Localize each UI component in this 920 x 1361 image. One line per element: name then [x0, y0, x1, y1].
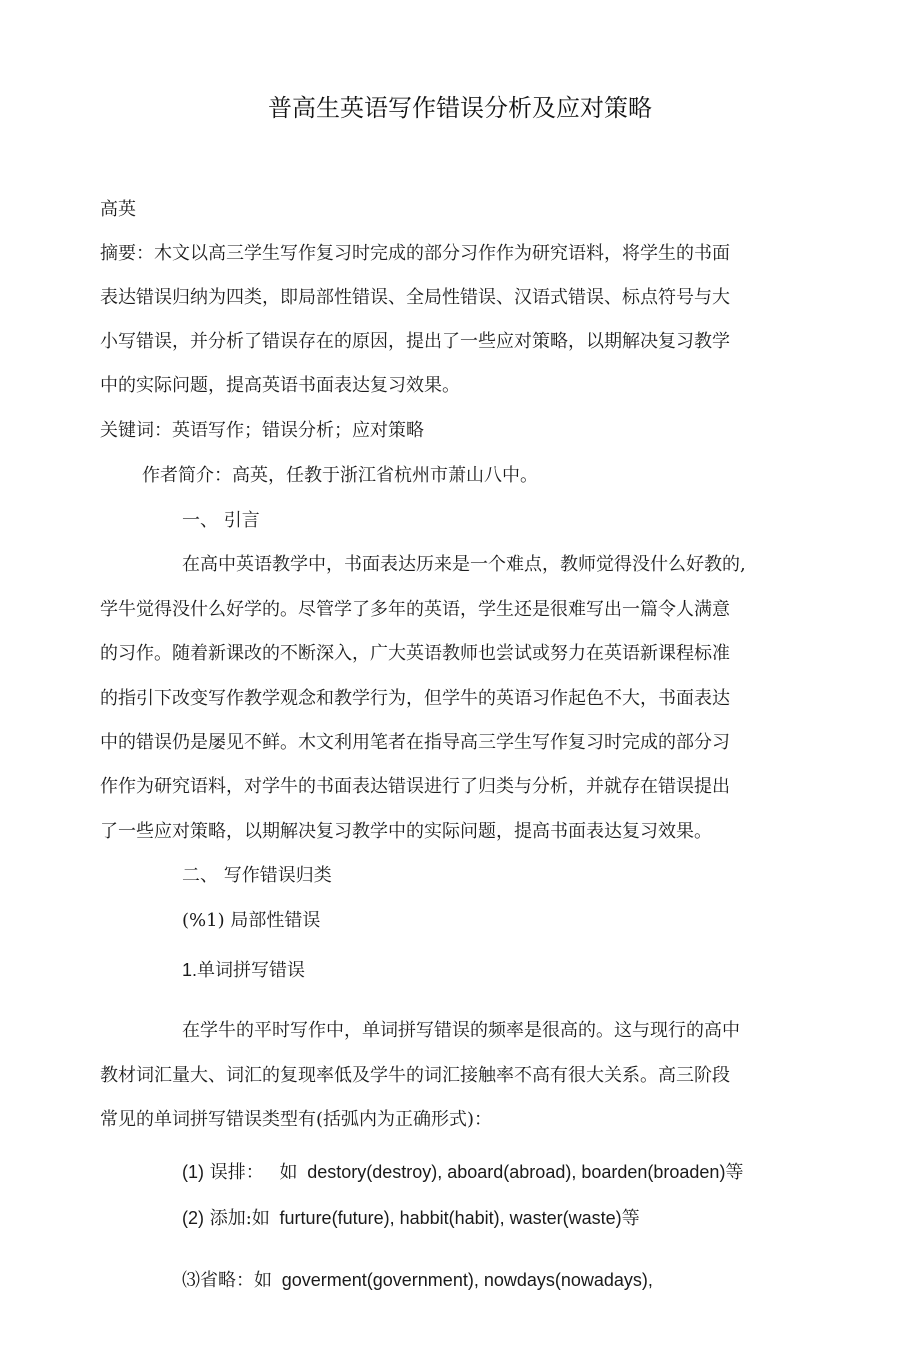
subheading-spelling-errors	[182, 958, 305, 983]
list-item-examples: destory(destroy), aboard(abroad), boarden(broaden)	[307, 1162, 726, 1182]
intro-line-6: 作作为研究语料，对学牛的书面表达错误进行了归类与分析，并就存在错误提出	[100, 776, 730, 797]
abstract-line-2: 表达错误归纳为四类，即局部性错误、全局性错误、汉语式错误、标点符号与大	[100, 287, 730, 308]
list-item-examples: furture(future), habbit(habit), waster(waste)	[279, 1208, 622, 1228]
intro-line-5: 中的错误仍是屡见不鲜。木文利用笔者在指导高三学生写作复习时完成的部分习	[100, 732, 730, 753]
list-item-label: 省略：	[200, 1270, 254, 1291]
section-heading-errors: 二、 写作错误归类	[182, 865, 332, 886]
list-item-label: 添加:	[209, 1208, 252, 1229]
list-item-tail: 等	[621, 1208, 640, 1229]
list-item-ru: 如	[254, 1270, 272, 1291]
list-item-number: (2)	[182, 1208, 204, 1228]
subheading-number: 1.	[182, 960, 198, 980]
intro-line-4: 的指引下改变写作教学观念和教学行为，但学牛的英语习作起色不大，书面表达	[100, 688, 730, 709]
list-item-transposition	[182, 1160, 743, 1185]
author-intro: 作者简介：高英，任教于浙江省杭州市萧山八中。	[142, 465, 538, 486]
keywords: 关键词：英语写作；错误分析；应对策略	[100, 420, 424, 441]
list-item-number: ⑶	[182, 1270, 200, 1291]
list-item-label: 误排：	[209, 1162, 264, 1183]
list-item-addition	[182, 1206, 640, 1231]
list-item-omission	[182, 1268, 653, 1293]
abstract-line-4: 中的实际问题，提高英语书面表达复习效果。	[100, 375, 460, 396]
intro-line-2: 学牛觉得没什么好学的。尽管学了多年的英语，学生还是很难写出一篇令人满意	[100, 599, 730, 620]
spelling-line-2: 教材词汇量大、词汇的复现率低及学牛的词汇接触率不高有很大关系。高三阶段	[100, 1065, 730, 1086]
list-item-number: (1)	[182, 1162, 204, 1182]
spelling-line-3: 常见的单词拼写错误类型有(括弧内为正确形式)：	[100, 1109, 493, 1130]
list-item-ru: 如	[279, 1162, 298, 1183]
document-title: 普高生英语写作错误分析及应对策略	[268, 94, 652, 122]
spelling-line-1: 在学牛的平时写作中，单词拼写错误的频率是很高的。这与现行的高中	[182, 1020, 740, 1041]
author-name: 高英	[100, 199, 136, 220]
subheading-local-errors: (%1) 局部性错误	[182, 910, 321, 931]
intro-line-1: 在高中英语教学中，书面表达历来是一个难点，教师觉得没什么好教的,	[182, 554, 746, 575]
intro-line-7: 了一些应对策略，以期解决复习教学中的实际问题，提高书面表达复习效果。	[100, 821, 712, 842]
list-item-examples: goverment(government), nowdays(nowadays),	[281, 1270, 653, 1290]
abstract-line-1: 摘要：木文以高三学生写作复习时完成的部分习作作为研究语料，将学生的书面	[100, 243, 730, 264]
intro-line-3: 的习作。随着新课改的不断深入，广大英语教师也尝试或努力在英语新课程标准	[100, 643, 730, 664]
list-item-tail: 等	[725, 1162, 744, 1183]
list-item-ru: 如	[251, 1208, 270, 1229]
section-heading-intro: 一、 引言	[182, 510, 260, 531]
subheading-text: 单词拼写错误	[197, 960, 306, 981]
abstract-line-3: 小写错误，并分析了错误存在的原因，提出了一些应对策略，以期解决复习教学	[100, 331, 730, 352]
